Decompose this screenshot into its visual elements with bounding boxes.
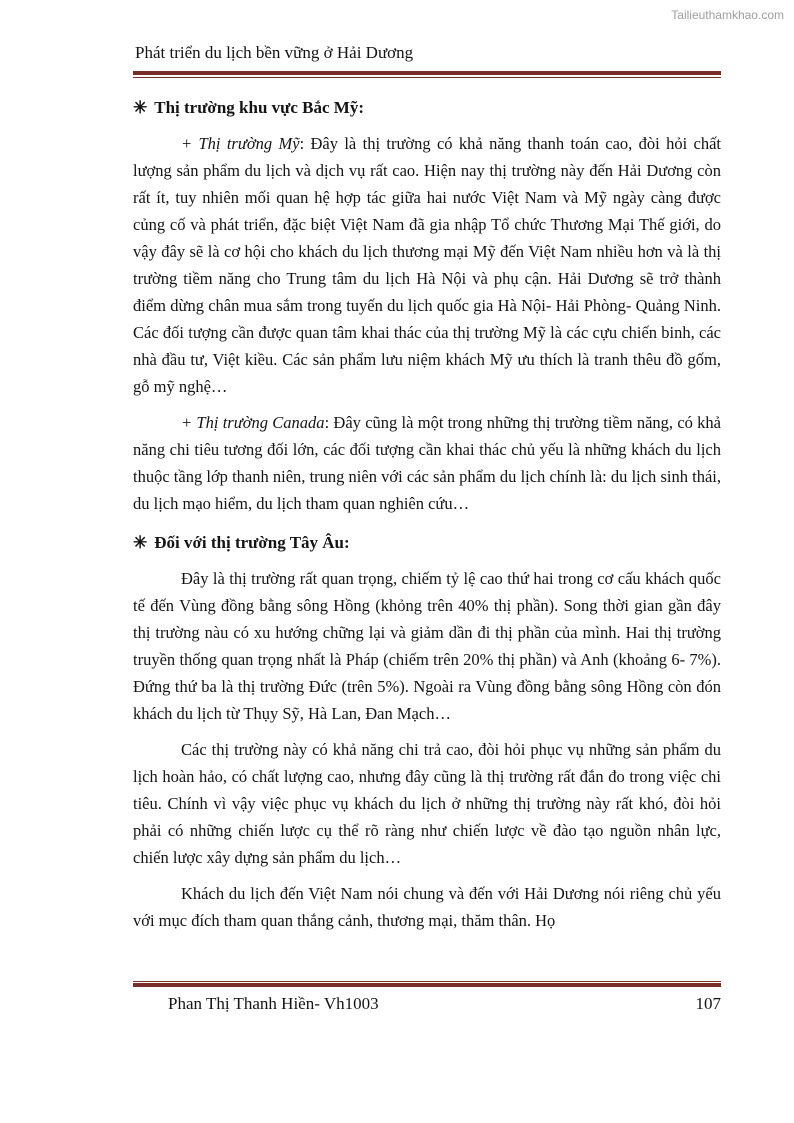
document-content — [133, 42, 721, 943]
watermark: Tailieuthamkhao.com — [671, 8, 784, 22]
asterisk-icon: ✳ — [133, 98, 148, 117]
page-footer — [133, 981, 721, 1016]
header-divider — [133, 71, 721, 78]
heading-west-europe-market — [133, 529, 721, 556]
footer-page-number: 107 — [695, 994, 721, 1013]
paragraph-europe-overview: Đây là thị trường rất quan trọng, chiếm tỷ lệ cao thứ hai trong cơ cấu khách quốc tế đến Vùng đồng bằng sông Hồng (khỏng trên 40% thị phần). Song thời gian gần đây thị trường nàu có xu hướng chững lại và giảm dần đi thị phần của mình. Hai thị trường truyền thống quan trọng nhất là Pháp (chiếm trên 20% thị phần) và Anh (khoảng 6- 7%). Đứng thứ ba là thị trường Đức (trên 5%). Ngoài ra Vùng đồng bằng sông Hồng còn đón khách du lịch từ Thụy Sỹ, Hà Lan, Đan Mạch… — [133, 569, 721, 723]
footer-author: Phan Thị Thanh Hiền- Vh1003 — [168, 994, 379, 1013]
paragraph-us-market — [133, 130, 721, 400]
heading-north-america-market — [133, 94, 721, 121]
heading-text: Đối với thị trường Tây Âu: — [154, 533, 350, 552]
paragraph-europe-spending: Các thị trường này có khả năng chi trả cao, đòi hỏi phục vụ những sản phẩm du lịch hoàn hảo, có chất lượng cao, nhưng đây cũng là thị trường rất đắn đo trong việc chi tiêu. Chính vì vậy việc phục vụ khách du lịch ở những thị trường này rất khó, đòi hỏi phải có những chiến lược cụ thể rõ ràng như chiến lược về đào tạo nguồn nhân lực, chiến lược xây dựng sản phẩm du lịch… — [133, 740, 721, 867]
paragraph-lead-italic: + Thị trường Canada — [181, 413, 325, 432]
paragraph-text: : Đây là thị trường có khả năng thanh toán cao, đòi hỏi chất lượng sản phẩm du lịch và dịch vụ rất cao. Hiện nay thị trường này đến Hải Dương còn rất ít, tuy nhiên mối quan hệ hợp tác giữa hai nước Việt Nam và Mỹ ngày càng được củng cố và phát triển, đặc biệt Việt Nam đã gia nhập Tổ chức Thương Mại Thế giới, do vậy đây sẽ là cơ hội cho khách du lịch thương mại Mỹ đến Việt Nam nhiều hơn và là thị trường tiềm năng cho Trung tâm du lịch Hà Nội và phụ cận. Hải Dương sẽ trở thành điểm dừng chân mua sắm trong tuyến du lịch quốc gia Hà Nội- Hải Phòng- Quảng Ninh. Các đối tượng cần được quan tâm khai thác của thị trường Mỹ là các cựu chiến binh, các nhà đầu tư, Việt kiều. Các sản phẩm lưu niệm khách Mỹ ưu thích là tranh thêu đồ gốm, gỗ mỹ nghệ… — [133, 134, 721, 396]
heading-text: Thị trường khu vực Bắc Mỹ: — [154, 98, 364, 117]
paragraph-visit-purpose: Khách du lịch đến Việt Nam nói chung và đến với Hải Dương nói riêng chủ yếu với mục đích tham quan thắng cảnh, thương mại, thăm thân. Họ — [133, 884, 721, 930]
paragraph-lead-italic: + Thị trường Mỹ — [181, 134, 300, 153]
paragraph-canada-market — [133, 409, 721, 517]
page-header-title: Phát triển du lịch bền vững ở Hải Dương — [135, 43, 414, 62]
asterisk-icon: ✳ — [133, 533, 148, 552]
paragraph-text: : Đây cũng là một trong những thị trường tiềm năng, có khả năng chi tiêu tương đối lớn, các đối tượng cần khai thác chủ yếu là những khách du lịch thuộc tầng lớp thanh niên, trung niên với các sản phẩm du lịch chính là: du lịch sinh thái, du lịch mạo hiểm, du lịch tham quan nghiên cứu… — [133, 413, 721, 513]
